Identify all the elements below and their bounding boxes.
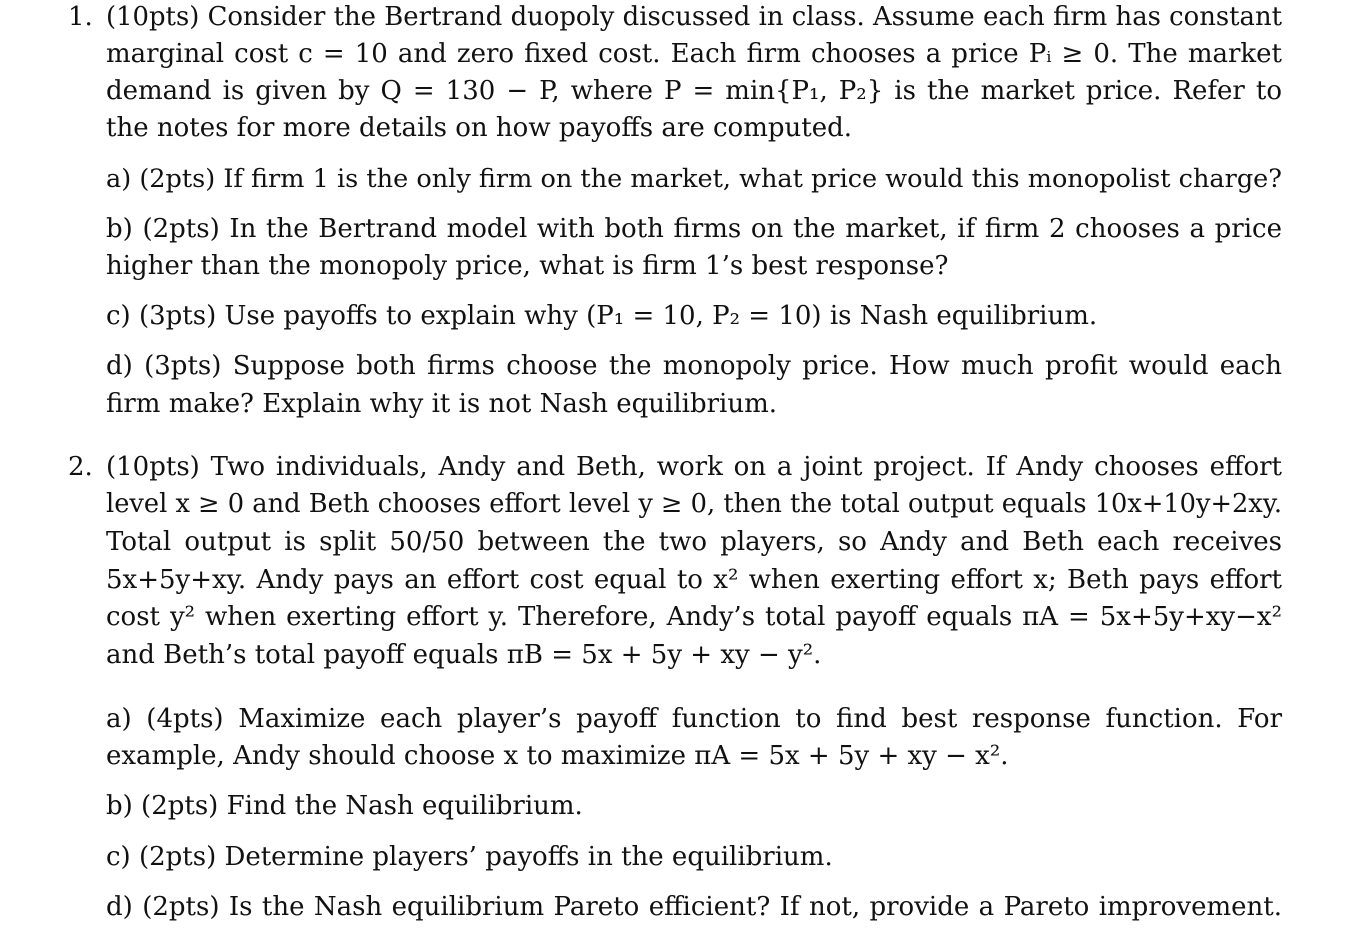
question-part-a-cont: example, Andy should choose x to maximize πA = 5x + 5y + xy − x². (106, 741, 1009, 771)
question-part-a: a) (2pts) If firm 1 is the only firm on the market, what price would this monopolist charge? (106, 164, 1282, 194)
question-part-a: a) (4pts) Maximize each player’s payoff function to find best response function. For (106, 704, 1282, 734)
problem-number: 2. (68, 452, 93, 482)
problem-text-line: cost y² when exerting effort y. Therefore, Andy’s total payoff equals πA = 5x+5y+xy−x² (106, 602, 1282, 632)
question-part-d-cont: firm make? Explain why it is not Nash equilibrium. (106, 389, 778, 419)
problem-text-line: marginal cost c = 10 and zero fixed cost. Each firm chooses a price Pᵢ ≥ 0. The market (106, 39, 1282, 69)
question-part-d: d) (2pts) Is the Nash equilibrium Pareto efficient? If not, provide a Pareto improvement. (106, 892, 1282, 922)
question-part-c: c) (2pts) Determine players’ payoffs in the equilibrium. (106, 842, 833, 872)
problem-text-line: 5x+5y+xy. Andy pays an effort cost equal to x² when exerting effort x; Beth pays effort (106, 565, 1282, 595)
question-part-d: d) (3pts) Suppose both firms choose the monopoly price. How much profit would each (106, 351, 1282, 381)
question-part-b: b) (2pts) In the Bertrand model with both firms on the market, if firm 2 chooses a price (106, 214, 1282, 244)
question-part-b: b) (2pts) Find the Nash equilibrium. (106, 791, 583, 821)
problem-text-line: and Beth’s total payoff equals πB = 5x + 5y + xy − y². (106, 640, 822, 670)
problem-text-line: (10pts) Consider the Bertrand duopoly discussed in class. Assume each firm has constant (106, 2, 1282, 32)
question-part-b-cont: higher than the monopoly price, what is firm 1’s best response? (106, 251, 949, 281)
problem-text-line: the notes for more details on how payoffs are computed. (106, 113, 852, 143)
problem-number: 1. (68, 2, 93, 32)
problem-text-line: (10pts) Two individuals, Andy and Beth, work on a joint project. If Andy chooses effort (106, 452, 1282, 482)
question-part-c: c) (3pts) Use payoffs to explain why (P₁ = 10, P₂ = 10) is Nash equilibrium. (106, 301, 1098, 331)
problem-text-line: Total output is split 50/50 between the two players, so Andy and Beth each receives (106, 527, 1282, 557)
problem-text-line: demand is given by Q = 130 − P, where P = min{P₁, P₂} is the market price. Refer to (106, 76, 1282, 106)
problem-text-line: level x ≥ 0 and Beth chooses effort level y ≥ 0, then the total output equals 10x+10y+2xy. (106, 489, 1282, 519)
